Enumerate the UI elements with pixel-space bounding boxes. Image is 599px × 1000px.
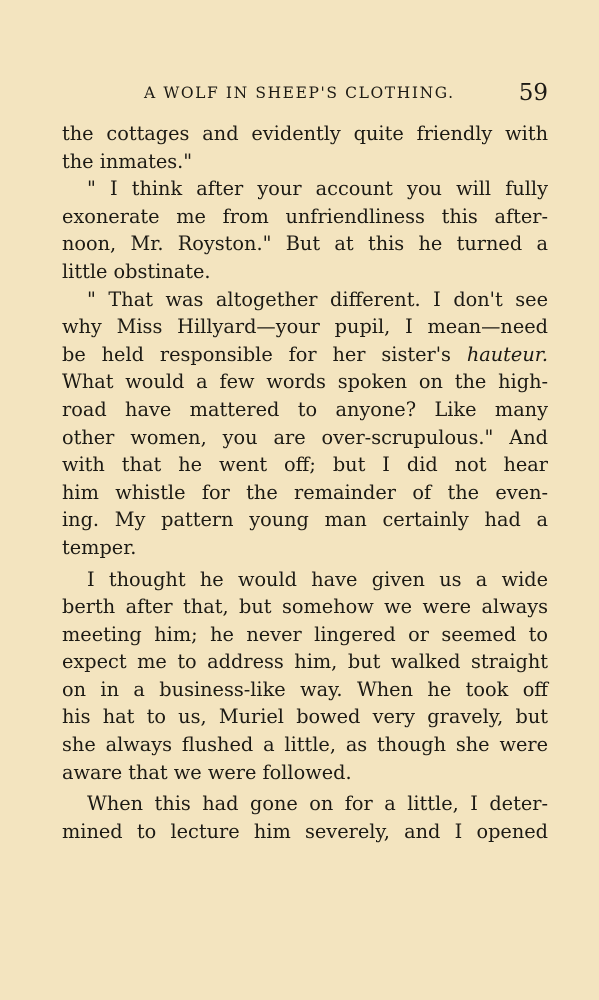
running-title: A WOLF IN SHEEP'S CLOTHING. xyxy=(144,84,455,102)
text-line: him whistle for the remainder of the even- xyxy=(62,480,548,504)
text-line: berth after that, but somehow we were always xyxy=(62,595,548,619)
text-line: noon, Mr. Royston." But at this he turned a xyxy=(62,232,548,256)
text-line: the inmates." xyxy=(62,149,193,173)
text-line: When this had gone on for a little, I deter- xyxy=(87,792,548,816)
text-line: the cottages and evidently quite friendly with xyxy=(62,122,548,145)
text-line: little obstinate. xyxy=(62,259,211,283)
text-fragment: be held responsible for her sister's xyxy=(62,342,451,366)
text-line: with that he went off; but I did not hear xyxy=(62,453,548,477)
text-line: other women, you are over-scrupulous." And xyxy=(62,425,548,449)
text-line: expect me to address him, but walked straight xyxy=(62,650,548,674)
text-line: she always flushed a little, as though she were xyxy=(62,733,548,757)
text-line: " I think after your account you will fully xyxy=(87,177,548,201)
text-line: temper. xyxy=(62,535,137,559)
text-line: mined to lecture him severely, and I opened xyxy=(62,819,548,843)
text-line: " That was altogether different. I don't see xyxy=(87,287,548,311)
running-head xyxy=(62,80,548,110)
text-line: meeting him; he never lingered or seemed to xyxy=(62,622,548,646)
text-line: road have mattered to anyone? Like many xyxy=(62,397,548,421)
text-line-with-italic xyxy=(62,341,548,369)
text-line: his hat to us, Muriel bowed very gravely, but xyxy=(62,705,548,729)
text-line: What would a few words spoken on the high- xyxy=(62,370,548,394)
text-line: I thought he would have given us a wide xyxy=(87,567,548,591)
text-line: ing. My pattern young man certainly had a xyxy=(62,508,548,532)
text-line: why Miss Hillyard—your pupil, I mean—need xyxy=(62,315,548,339)
page-number: 59 xyxy=(518,80,548,106)
text-line: on in a business-like way. When he took off xyxy=(62,677,548,701)
text-line: exonerate me from unfriendliness this after- xyxy=(62,204,548,228)
body-text xyxy=(62,120,548,845)
text-line: aware that we were followed. xyxy=(62,760,352,784)
italic-word: hauteur. xyxy=(466,342,548,366)
